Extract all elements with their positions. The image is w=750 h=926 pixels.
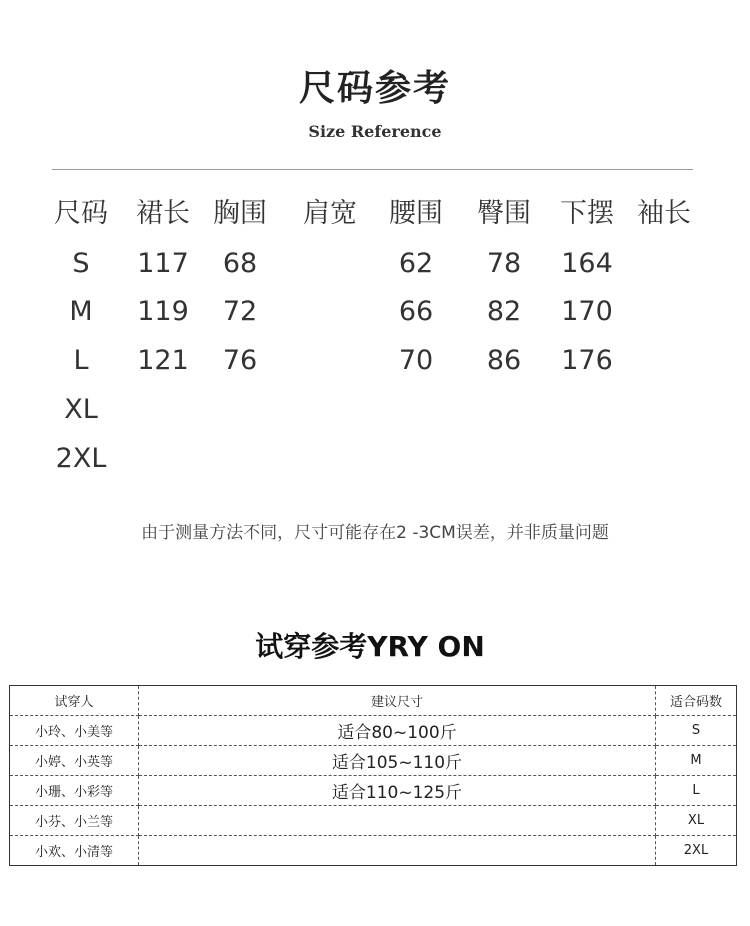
tryon-person: 小珊、小彩等: [10, 776, 139, 806]
table-row: [10, 836, 737, 866]
page-title: 尺码参考: [298, 68, 451, 109]
tryon-size: 2XL: [683, 843, 709, 858]
size-label: M: [69, 296, 93, 327]
divider: [52, 169, 693, 170]
tryon-title: 试穿参考YRY ON: [255, 630, 485, 663]
tryon-header-row: [10, 686, 737, 716]
size-value-skirt-length: 117: [137, 248, 189, 279]
tryon-advice: 适合110~125斤: [139, 776, 656, 806]
size-header-bust: 胸围: [213, 198, 267, 229]
size-header-hem: 下摆: [560, 198, 614, 229]
tryon-size: M: [656, 746, 737, 776]
table-row: [10, 776, 737, 806]
tryon-advice: [139, 806, 656, 836]
tryon-advice: [139, 836, 656, 866]
size-header-size: 尺码: [54, 198, 108, 229]
tryon-person: 小婷、小英等: [10, 746, 139, 776]
size-header-hip: 臀围: [477, 198, 531, 229]
tryon-header-person: 试穿人: [10, 686, 139, 716]
tryon-advice: 适合80~100斤: [139, 716, 656, 746]
size-label: 2XL: [55, 443, 107, 474]
tryon-person: 小芬、小兰等: [10, 806, 139, 836]
size-value-skirt-length: 121: [137, 345, 189, 376]
size-label: S: [72, 248, 90, 279]
size-value-waist: 62: [398, 248, 434, 279]
page-subtitle: Size Reference: [308, 122, 442, 141]
table-row: [10, 746, 737, 776]
size-value-bust: 72: [222, 296, 258, 327]
tryon-person: 小欢、小清等: [10, 836, 139, 866]
size-value-hip: 82: [486, 296, 522, 327]
size-header-skirt-length: 裙长: [136, 198, 190, 229]
size-header-sleeve: 袖长: [637, 198, 691, 229]
tryon-size: S: [656, 716, 737, 746]
tryon-advice: 适合105~110斤: [139, 746, 656, 776]
size-value-hem: 164: [561, 248, 613, 279]
tryon-header-size: 适合码数: [656, 686, 737, 716]
size-value-skirt-length: 119: [137, 296, 189, 327]
measurement-note: 由于测量方法不同，尺寸可能存在2 -3CM误差，并非质量问题: [141, 523, 609, 543]
size-label: XL: [64, 394, 98, 425]
tryon-table: [9, 685, 737, 866]
size-value-hem: 176: [561, 345, 613, 376]
size-value-hip: 78: [486, 248, 522, 279]
size-value-waist: 70: [398, 345, 434, 376]
tryon-size: L: [656, 776, 737, 806]
size-value-bust: 76: [222, 345, 258, 376]
table-row: [10, 716, 737, 746]
size-header-shoulder: 肩宽: [303, 198, 357, 229]
tryon-header-advice: 建议尺寸: [139, 686, 656, 716]
size-value-hip: 86: [486, 345, 522, 376]
size-value-hem: 170: [561, 296, 613, 327]
size-value-waist: 66: [398, 296, 434, 327]
size-header-waist: 腰围: [389, 198, 443, 229]
tryon-size: XL: [656, 806, 737, 836]
size-label: L: [73, 345, 89, 376]
size-value-bust: 68: [222, 248, 258, 279]
table-row: [10, 806, 737, 836]
tryon-person: 小玲、小美等: [10, 716, 139, 746]
